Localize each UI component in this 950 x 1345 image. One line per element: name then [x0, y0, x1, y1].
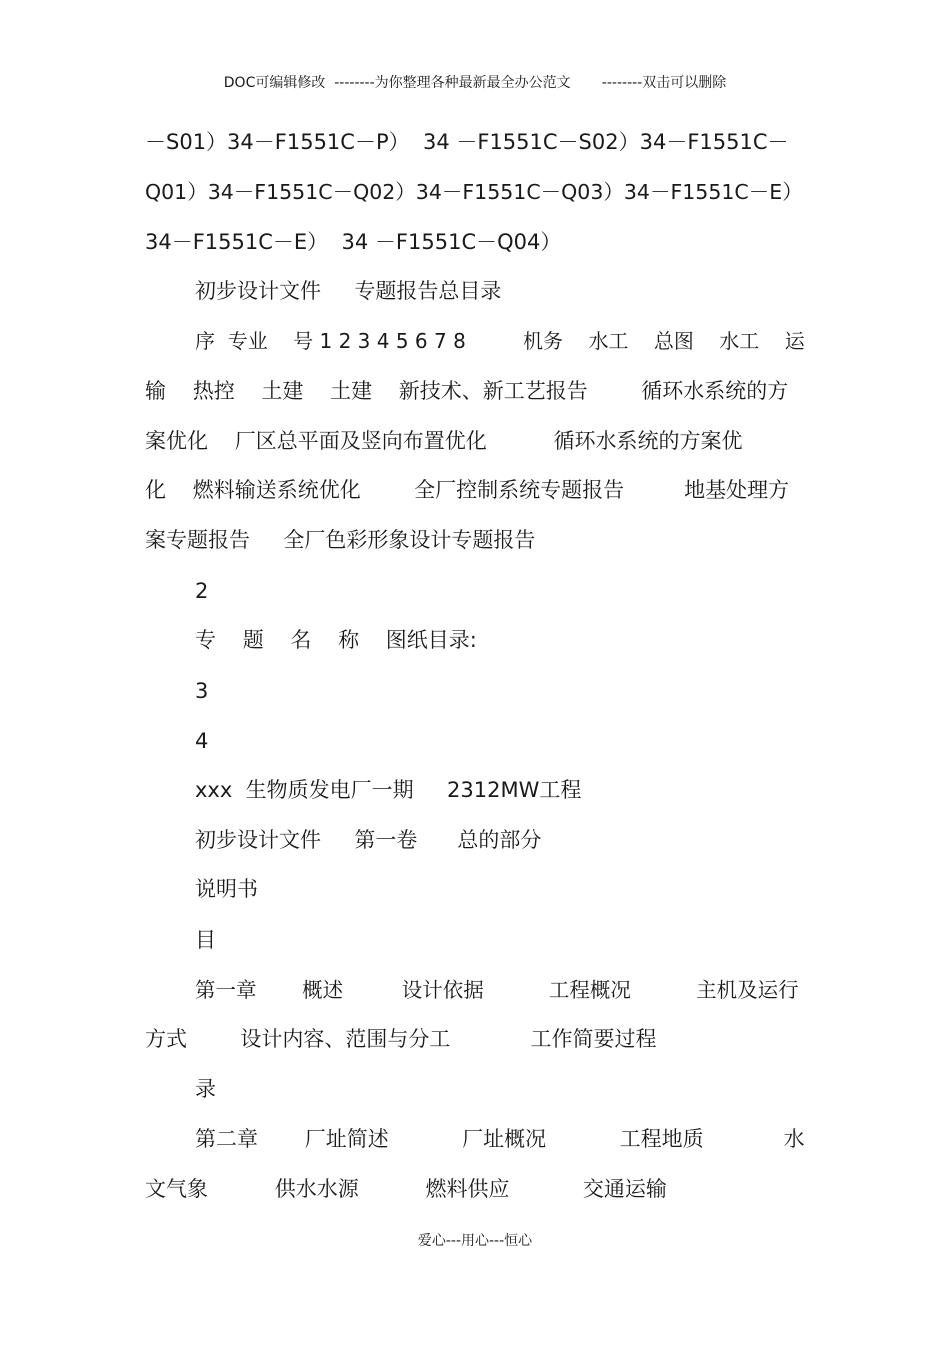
page-number-2: 2: [195, 579, 209, 603]
page-footer: 爱心---用心---恒心: [417, 1233, 533, 1249]
table-line-5: 案专题报告 全厂色彩形象设计专题报告: [145, 528, 536, 552]
toc-char-1: 目: [195, 928, 216, 952]
code-line-2: Q01）34－F1551C－Q02）34－F1551C－Q03）34－F1551C－E）: [145, 180, 803, 204]
chapter-2-line-2: 文气象 供水水源 燃料供应 交通运输: [145, 1177, 667, 1201]
page-number-3: 3: [195, 679, 209, 703]
manual-title: 说明书: [195, 877, 258, 901]
section-title: 初步设计文件 专题报告总目录: [195, 279, 502, 303]
table-line-1: 序 专业 号 1 2 3 4 5 6 7 8 机务 水工 总图 水工 运: [195, 329, 805, 353]
page-header: DOC可编辑修改 --------为你整理各种最新最全办公范文 --------双击可以删除: [223, 75, 727, 91]
chapter-2-line-1: 第二章 厂址简述 厂址概况 工程地质 水: [195, 1127, 805, 1151]
volume-title: 初步设计文件 第一卷 总的部分: [195, 828, 542, 852]
code-line-3: 34－F1551C－E） 34 －F1551C－Q04）: [145, 230, 562, 254]
code-line-1: －S01）34－F1551C－P） 34 －F1551C－S02）34－F1551C－: [145, 130, 789, 154]
topic-name-line: 专 题 名 称 图纸目录:: [195, 628, 477, 652]
chapter-1-line-2: 方式 设计内容、范围与分工 工作简要过程: [145, 1027, 657, 1051]
table-line-4: 化 燃料输送系统优化 全厂控制系统专题报告 地基处理方: [145, 478, 790, 502]
table-line-3: 案优化 厂区总平面及竖向布置优化 循环水系统的方案优: [145, 429, 743, 453]
project-title: xxx 生物质发电厂一期 2312MW工程: [195, 778, 582, 802]
toc-char-2: 录: [195, 1077, 216, 1101]
table-line-2: 输 热控 土建 土建 新技术、新工艺报告 循环水系统的方: [145, 379, 789, 403]
page-number-4: 4: [195, 729, 209, 753]
chapter-1-line-1: 第一章 概述 设计依据 工程概况 主机及运行: [195, 978, 799, 1002]
